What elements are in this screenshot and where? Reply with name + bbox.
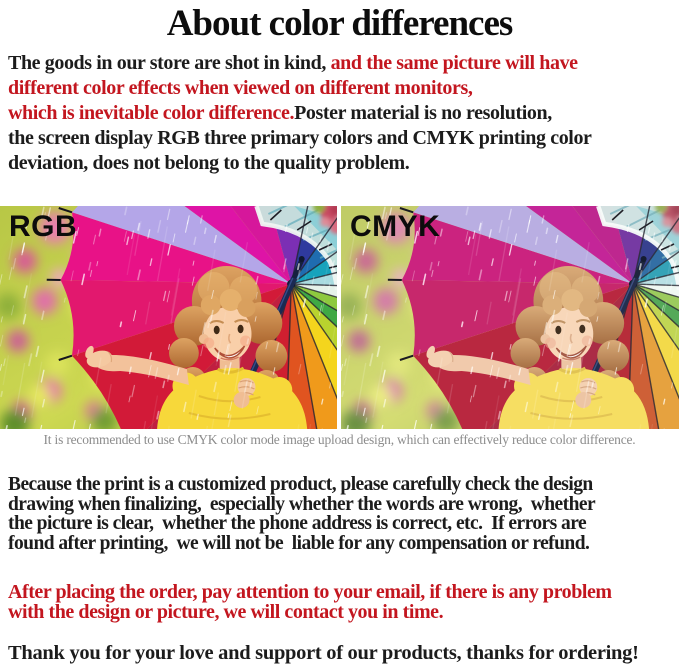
- text-line: [8, 514, 679, 534]
- text-segment: Thank you for your love and support of our products, thanks for ordering!: [8, 642, 639, 664]
- text-segment: which is inevitable color difference.: [8, 102, 294, 124]
- text-segment: deviation, does not belong to the quality problem.: [8, 152, 409, 174]
- paragraph-contact-email: [8, 582, 679, 622]
- text-segment: Poster material is no resolution,: [294, 102, 552, 124]
- text-line: [8, 51, 679, 76]
- closing-thanks: [8, 641, 679, 666]
- cmyk-label: CMYK: [350, 212, 440, 242]
- text-line: [8, 534, 679, 554]
- text-segment: After placing the order, pay attention to your email, if there is any problem: [8, 581, 612, 603]
- text-line: [8, 602, 679, 622]
- page-title: About color differences: [0, 1, 679, 47]
- text-segment: Because the print is a customized product, please carefully check the design: [8, 474, 593, 495]
- text-segment: drawing when finalizing, especially whether the words are wrong, whether: [8, 494, 595, 515]
- text-segment: and the same picture will have: [331, 52, 578, 74]
- text-line: [8, 101, 679, 126]
- text-segment: The goods in our store are shot in kind,: [8, 52, 331, 74]
- text-segment: found after printing, we will not be liable for any compensation or refund.: [8, 533, 589, 554]
- text-segment: the screen display RGB three primary colors and CMYK printing color: [8, 127, 592, 149]
- text-line: [8, 76, 679, 101]
- image-caption: It is recommended to use CMYK color mode image upload design, which can effectively reduce color difference.: [0, 432, 679, 448]
- paragraph-check-design: [8, 475, 679, 553]
- rgb-image: [0, 206, 337, 429]
- cmyk-image: [341, 206, 679, 429]
- text-line: [8, 126, 679, 151]
- text-line: [8, 495, 679, 515]
- text-segment: with the design or picture, we will contact you in time.: [8, 601, 443, 623]
- comparison-images: [0, 206, 679, 429]
- paragraph-color-difference: [8, 51, 679, 176]
- text-segment: different color effects when viewed on different monitors,: [8, 77, 472, 99]
- text-segment: the picture is clear, whether the phone address is correct, etc. If errors are: [8, 513, 586, 534]
- text-line: [8, 475, 679, 495]
- rgb-label: RGB: [9, 212, 77, 242]
- text-line: [8, 582, 679, 602]
- text-line: [8, 151, 679, 176]
- text-line: [8, 641, 679, 666]
